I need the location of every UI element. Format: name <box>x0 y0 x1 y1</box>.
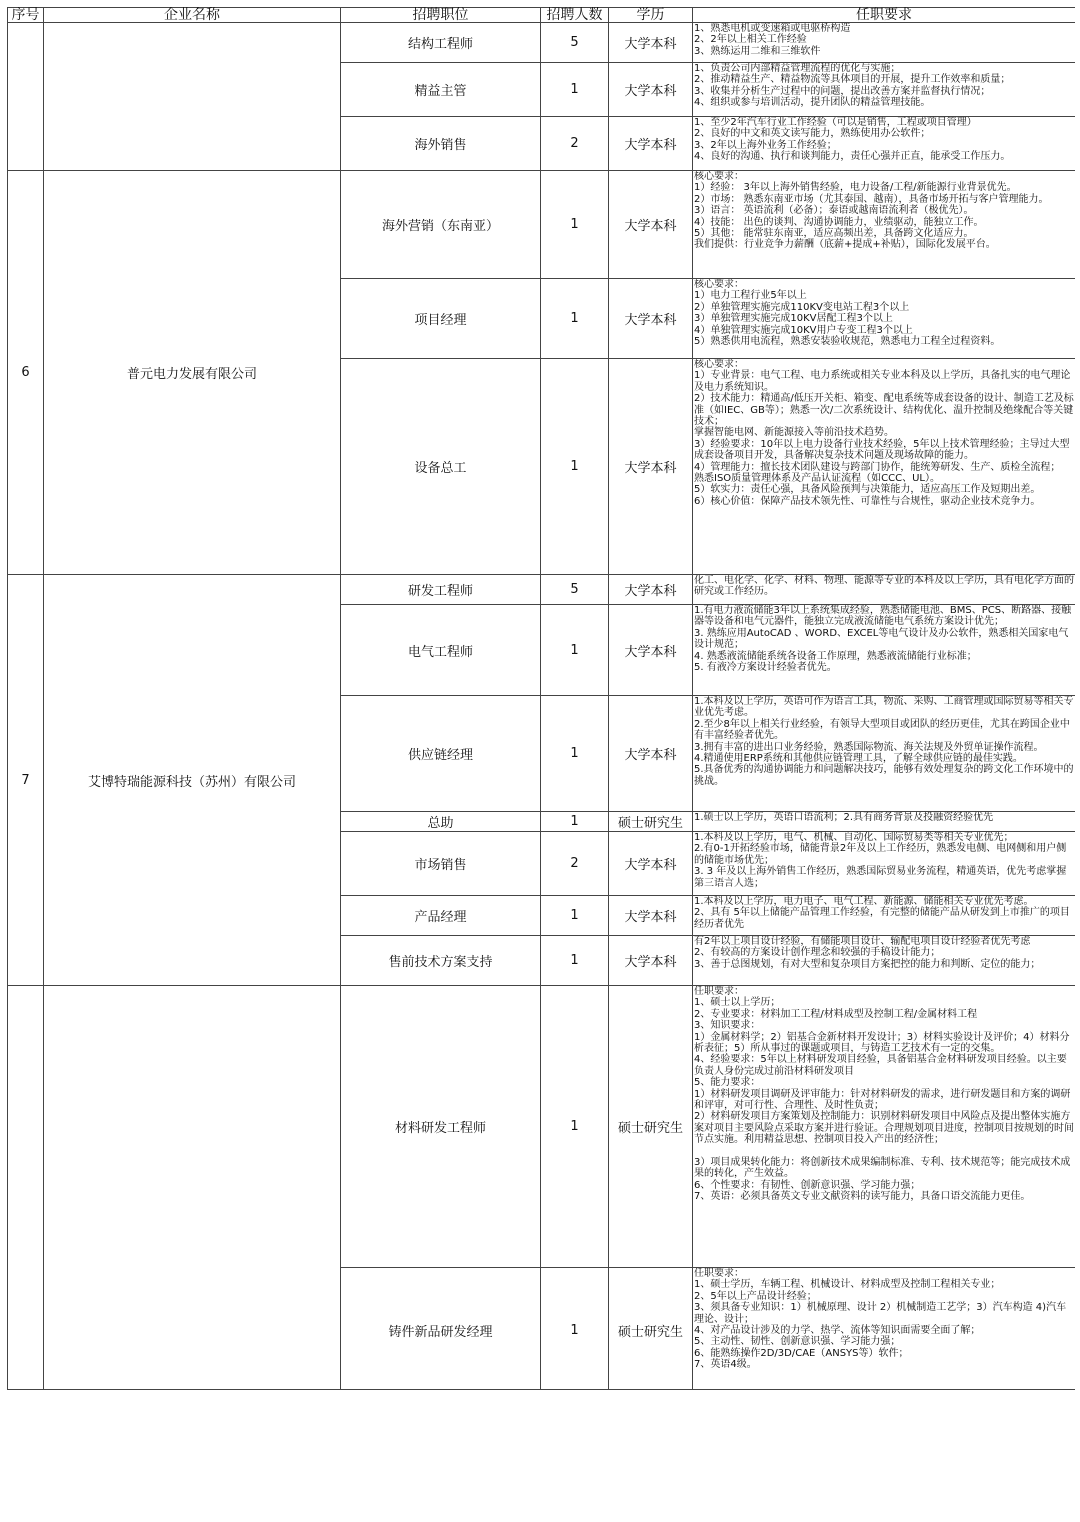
header-education: 学历 <box>609 8 693 23</box>
requirement-line: 4. 熟悉液流储能系统各设备工作原理，熟悉液流储能行业标准； <box>694 650 977 662</box>
job-education: 大学本科 <box>609 832 693 896</box>
job-position: 材料研发工程师 <box>341 986 541 1268</box>
requirement-line: 3）项目成果转化能力：将创新技术成果编制标准、专利、技术规范等；能完成技术成果的转化，产生效益。 <box>694 1156 1071 1180</box>
job-count: 1 <box>541 1268 609 1391</box>
requirement-line: 5）熟悉供用电流程，熟悉安装验收规范，熟悉电力工程全过程资料。 <box>694 336 1001 348</box>
requirement-line: 4、经验要求：5年以上材料研发项目经验，具备铝基合金材料研发项目经验。以主要负责人身份完成过前沿材料研发项目 <box>694 1054 1067 1077</box>
table-row <box>8 171 1076 279</box>
recruitment-table <box>7 7 1075 1390</box>
requirement-line: 4）单独管理实施完成10KV用户专变工程3个以上 <box>694 324 913 336</box>
requirement-line: 4）技能： 出色的谈判、沟通协调能力，业绩驱动，能独立工作。 <box>694 216 984 228</box>
job-requirements <box>693 23 1076 63</box>
job-position: 电气工程师 <box>341 605 541 696</box>
job-education: 大学本科 <box>609 896 693 936</box>
job-count: 1 <box>541 896 609 936</box>
requirement-line: 2、2年以上相关工作经验 <box>694 34 807 46</box>
requirement-line: 任职要求： <box>694 1268 744 1279</box>
requirement-line: 我们提供：行业竞争力薪酬（底薪+提成+补贴），国际化发展平台。 <box>694 239 996 251</box>
requirement-line: 化工、电化学、化学、材料、物理、能源等专业的本科及以上学历，具有电化学方面的研究或工作经历。 <box>694 575 1074 598</box>
job-position: 市场销售 <box>341 832 541 896</box>
job-requirements <box>693 896 1076 936</box>
header-requirements: 任职要求 <box>693 8 1076 23</box>
requirement-line: 2）材料研发项目方案策划及控制能力：识别材料研发项目中风险点及提出整体实施方案对项目主要风险点采取方案并进行验证。合理规划项目进度，控制项目按规划的时间节点实施。利用精益思想、控制项目投入产出的经济性； <box>694 1111 1074 1146</box>
job-position: 售前技术方案支持 <box>341 936 541 986</box>
requirement-line: 3、善于总图规划，有对大型和复杂项目方案把控的能力和判断、定位的能力； <box>694 958 1041 970</box>
job-requirements <box>693 605 1076 696</box>
requirement-line: 7、英语4级。 <box>694 1359 757 1371</box>
requirement-line: 掌握智能电网、新能源接入等前沿技术趋势。 <box>694 427 894 439</box>
requirement-line: 2、有较高的方案设计创作理念和较强的手稿设计能力； <box>694 947 941 959</box>
company-no <box>8 986 44 1391</box>
requirement-line: 4、对产品设计涉及的力学、热学、流体等知识面需要全面了解； <box>694 1325 981 1337</box>
job-count: 1 <box>541 812 609 832</box>
company-no <box>8 23 44 171</box>
job-education: 大学本科 <box>609 605 693 696</box>
requirement-line: 5.具备优秀的沟通协调能力和问题解决技巧，能够有效处理复杂的跨文化工作环境中的挑战。 <box>694 764 1074 787</box>
requirement-line: 2）市场： 熟悉东南亚市场（尤其泰国、越南），具备市场开拓与客户管理能力。 <box>694 193 1049 205</box>
requirement-line: 4.精通使用ERP系统和其他供应链管理工具，了解全球供应链的最佳实践。 <box>694 753 1023 765</box>
company-no: 6 <box>8 171 44 575</box>
requirement-line: 3、2年以上海外业务工作经验； <box>694 139 837 151</box>
job-requirements <box>693 936 1076 986</box>
requirement-line: 5）其他： 能常驻东南亚，适应高频出差，具备跨文化适应力。 <box>694 228 974 240</box>
requirement-line: 1、硕士学历，车辆工程、机械设计、材料成型及控制工程相关专业； <box>694 1279 1001 1291</box>
requirement-line: 熟悉ISO质量管理体系及产品认证流程（如CCC、UL）。 <box>694 473 941 485</box>
job-count: 1 <box>541 986 609 1268</box>
job-count: 1 <box>541 605 609 696</box>
requirement-line: 1、至少2年汽车行业工作经验（可以是销售，工程或项目管理） <box>694 117 977 128</box>
company-name: 普元电力发展有限公司 <box>44 171 341 575</box>
header-company: 企业名称 <box>44 8 341 23</box>
job-education: 大学本科 <box>609 171 693 279</box>
requirement-line: 1.本科及以上学历，英语可作为语言工具，物流、采购、工商管理或国际贸易等相关专业优先考虑。 <box>694 696 1074 719</box>
requirement-line: 核心要求： <box>694 171 744 182</box>
requirement-line: 3、收集并分析生产过程中的问题，提出改善方案并监督执行情况； <box>694 85 991 97</box>
requirement-line: 核心要求： <box>694 279 744 290</box>
job-education: 大学本科 <box>609 359 693 575</box>
requirement-line: 3、须具备专业知识：1）机械原理、设计 2）机械制造工艺学；3）汽车构造 4)汽车理论、设计； <box>694 1302 1067 1325</box>
requirement-line: 2.有0-1开拓经验市场，储能背景2年及以上工作经历，熟悉发电侧、电网侧和用户侧的储能市场优先； <box>694 843 1067 866</box>
job-position: 结构工程师 <box>341 23 541 63</box>
company-name <box>44 986 341 1391</box>
requirement-line: 2、良好的中文和英文读写能力，熟练使用办公软件； <box>694 128 931 140</box>
requirement-line: 1）专业背景：电气工程、电力系统或相关专业本科及以上学历，具备扎实的电气理论及电力系统知识。 <box>694 370 1071 393</box>
requirement-line: 1.硕士以上学历，英语口语流利；2.具有商务背景及投融资经验优先 <box>694 812 994 823</box>
job-requirements <box>693 117 1076 171</box>
requirement-line: 1.本科及以上学历，电气、机械、自动化、国际贸易类等相关专业优先； <box>694 832 1014 843</box>
job-count: 2 <box>541 832 609 896</box>
header-row <box>8 8 1076 23</box>
job-count: 1 <box>541 936 609 986</box>
requirement-line: 3. 3 年及以上海外销售工作经历，熟悉国际贸易业务流程，精通英语，优先考虑掌握第三语言人选； <box>694 866 1067 889</box>
company-name <box>44 23 341 171</box>
job-requirements <box>693 63 1076 117</box>
job-position: 设备总工 <box>341 359 541 575</box>
requirement-line: 1、熟悉电机或变速箱或电驱桥构造 <box>694 23 851 34</box>
job-requirements <box>693 279 1076 359</box>
requirement-line: 3）经验要求：10年以上电力设备行业技术经验，5年以上技术管理经验；主导过大型成套设备项目开发，具备解决复杂技术问题及现场故障的能力。 <box>694 438 1070 462</box>
requirement-line: 1）电力工程行业5年以上 <box>694 290 807 302</box>
requirement-line: 3.拥有丰富的进出口业务经验，熟悉国际物流、海关法规及外贸单证操作流程。 <box>694 741 1044 753</box>
job-requirements <box>693 812 1076 832</box>
header-count: 招聘人数 <box>541 8 609 23</box>
job-position: 海外销售 <box>341 117 541 171</box>
requirement-line: 6、能熟练操作2D/3D/CAE（ANSYS等）软件； <box>694 1347 909 1359</box>
job-education: 硕士研究生 <box>609 812 693 832</box>
job-position: 供应链经理 <box>341 696 541 812</box>
requirement-line: 2、推动精益生产、精益物流等具体项目的开展，提升工作效率和质量； <box>694 74 1011 86</box>
company-no: 7 <box>8 575 44 986</box>
requirement-line: 1）金属材料学；2）铝基合金新材料开发设计；3）材料实验设计及评价；4）材料分析表征；5）所从事过的课题或项目，与铸造工艺技术有一定的交集。 <box>694 1031 1070 1055</box>
company-name: 艾博特瑞能源科技（苏州）有限公司 <box>44 575 341 986</box>
requirement-line: 3、熟练运用二维和三维软件 <box>694 45 821 57</box>
requirement-line: 5. 有液冷方案设计经验者优先。 <box>694 662 837 674</box>
table-row <box>8 23 1076 63</box>
job-count: 1 <box>541 279 609 359</box>
recruitment-table-sheet <box>7 7 1075 1390</box>
job-requirements <box>693 832 1076 896</box>
job-education: 大学本科 <box>609 63 693 117</box>
requirement-line: 3）语言： 英语流利（必备）；泰语或越南语流利者（极优先）。 <box>694 205 974 217</box>
job-position: 产品经理 <box>341 896 541 936</box>
job-requirements <box>693 171 1076 279</box>
job-position: 研发工程师 <box>341 575 541 605</box>
job-count: 1 <box>541 696 609 812</box>
job-position: 总助 <box>341 812 541 832</box>
job-count: 1 <box>541 359 609 575</box>
job-requirements <box>693 696 1076 812</box>
job-position: 铸件新品研发经理 <box>341 1268 541 1391</box>
job-count: 1 <box>541 63 609 117</box>
requirement-line: 3、知识要求： <box>694 1020 761 1032</box>
job-count: 1 <box>541 171 609 279</box>
job-count: 5 <box>541 23 609 63</box>
requirement-line: 2、具有 5年以上储能产品管理工作经验，有完整的储能产品从研发到上市推广的项目经历者优先 <box>694 907 1070 930</box>
requirement-line: 4）管理能力：擅长技术团队建设与跨部门协作，能统筹研发、生产、质检全流程； <box>694 461 1061 473</box>
requirement-line: 2）单独管理实施完成110KV变电站工程3个以上 <box>694 301 910 313</box>
requirement-line: 2.至少8年以上相关行业经验，有领导大型项目或团队的经历更佳，尤其在跨国企业中有丰富经验者优先。 <box>694 718 1070 742</box>
header-no: 序号 <box>8 8 44 23</box>
requirement-line: 1）材料研发项目调研及评审能力：针对材料研发的需求，进行研发题目和方案的调研和评审，对可行性、合理性、及时性负责； <box>694 1088 1071 1112</box>
requirement-line: 5）软实力：责任心强，具备风险预判与决策能力，适应高压工作及短期出差。 <box>694 484 1041 496</box>
job-education: 大学本科 <box>609 117 693 171</box>
job-education: 大学本科 <box>609 23 693 63</box>
job-education: 大学本科 <box>609 279 693 359</box>
requirement-line <box>694 1146 1074 1157</box>
requirement-line: 2）技术能力：精通高/低压开关柜、箱变、配电系统等成套设备的设计、制造工艺及标准（如IEC、GB等）；熟悉一次/二次系统设计、结构优化、温升控制及绝缘配合等关键技术； <box>694 393 1074 428</box>
header-position: 招聘职位 <box>341 8 541 23</box>
requirement-line: 有2年以上项目设计经验，有储能项目设计、输配电项目设计经验者优先考虑 <box>694 936 1031 947</box>
requirement-line: 2、专业要求：材料加工工程/材料成型及控制工程/金属材料工程 <box>694 1008 978 1020</box>
job-requirements <box>693 1268 1076 1391</box>
requirement-line: 3. 熟练应用AutoCAD 、WORD、EXCEL等电气设计及办公软件，熟悉相关国家电气设计规范； <box>694 627 1069 651</box>
job-position: 项目经理 <box>341 279 541 359</box>
job-position: 精益主管 <box>341 63 541 117</box>
requirement-line: 3）单独管理实施完成10KV居配工程3个以上 <box>694 313 893 325</box>
requirement-line: 1.有电力液流储能3年以上系统集成经验，熟悉储能电池、BMS、PCS、断路器、接触器等设备和电气元器件，能独立完成液流储能电气系统方案设计优先； <box>694 605 1072 628</box>
requirement-line: 1、硕士以上学历； <box>694 997 781 1009</box>
job-education: 大学本科 <box>609 575 693 605</box>
job-education: 硕士研究生 <box>609 986 693 1268</box>
requirement-line: 5、主动性、韧性、创新意识强、学习能力强； <box>694 1336 901 1348</box>
requirement-line: 1、负责公司内部精益管理流程的优化与实施； <box>694 63 901 74</box>
requirement-line: 4、组织或参与培训活动，提升团队的精益管理技能。 <box>694 97 931 109</box>
requirement-line: 6、个性要求：有韧性、创新意识强、学习能力强； <box>694 1179 921 1191</box>
requirement-line: 6）核心价值：保障产品技术领先性、可靠性与合规性，驱动企业技术竞争力。 <box>694 495 1041 507</box>
table-bottom-border <box>7 1389 1075 1390</box>
requirement-line: 核心要求： <box>694 359 744 370</box>
job-requirements <box>693 359 1076 575</box>
requirement-line: 1.本科及以上学历，电力电子、电气工程、新能源、储能相关专业优先考虑。 <box>694 896 1034 907</box>
job-education: 大学本科 <box>609 696 693 812</box>
job-education: 硕士研究生 <box>609 1268 693 1391</box>
requirement-line: 4、良好的沟通、执行和谈判能力，责任心强并正直，能承受工作压力。 <box>694 151 1011 163</box>
job-education: 大学本科 <box>609 936 693 986</box>
requirement-line: 5、能力要求： <box>694 1077 761 1089</box>
table-row <box>8 575 1076 605</box>
requirement-line: 任职要求： <box>694 986 744 997</box>
job-requirements <box>693 575 1076 605</box>
job-count: 5 <box>541 575 609 605</box>
requirement-line: 2、5年以上产品设计经验； <box>694 1290 817 1302</box>
requirement-line: 7、英语：必须具备英文专业文献资料的读写能力，具备口语交流能力更佳。 <box>694 1190 1031 1202</box>
job-count: 2 <box>541 117 609 171</box>
job-requirements <box>693 986 1076 1268</box>
job-position: 海外营销（东南亚） <box>341 171 541 279</box>
requirement-line: 1）经验： 3年以上海外销售经验，电力设备/工程/新能源行业背景优先。 <box>694 182 1017 194</box>
table-row <box>8 986 1076 1268</box>
